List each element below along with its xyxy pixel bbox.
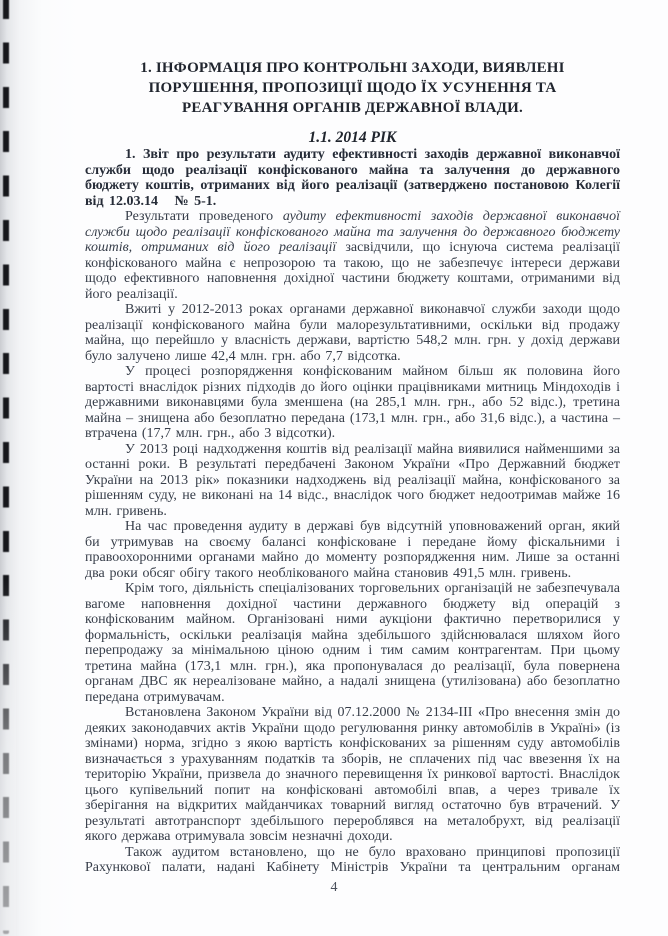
document-title: 1. ІНФОРМАЦІЯ ПРО КОНТРОЛЬНІ ЗАХОДИ, ВИЯВЛЕНІ ПОРУШЕННЯ, ПРОПОЗИЦІЇ ЩОДО ЇХ УСУНЕННЯ ТА РЕАГУВАННЯ ОРГАНІВ ДЕРЖАВНОЇ ВЛАДИ. [140,60,565,116]
paragraph-property-disposal: У процесі розпорядження конфіскованим майном більш як половина його вартості внаслідок різних підходів до його оцінки працівниками митниць Міндоходів і державними виконавцями була зменшена (на 285,1 млн. грн., або 52 відс.), третина майна – знищена або безоплатно передана (173,1 млн. грн., або 31,6 відс.), а частина – втрачена (17,7 млн. грн., або 3 відсотки). [85,364,620,441]
paragraph-accounting-chamber-proposals: Також аудитом встановлено, що не було враховано принципові пропозиції Рахункової палати, надані Кабінету Міністрів України та центральним органам [85,844,620,875]
paragraph-report-approval: 1. Звіт про результати аудиту ефективності заходів державної виконавчої служби щодо реалізації конфіскованого майна та залучення до державного бюджету коштів, отриманих від його реалізації (затверджено постановою Колегії від 12.03.14 № 5-1. [85,147,620,209]
paragraph-2012-2013-measures: Вжиті у 2012-2013 роках органами державної виконавчої служби заходи щодо реалізації конфіскованого майна були малорезультативними, оскільки від продажу майна, що перейшло у власність держави, вартістю 548,2 млн. грн. у дохід держави було залучено лише 42,4 млн. грн. або 7,7 відсотка. [85,302,620,364]
paragraph-audit-results-subject: аудиту ефективності заходів державної виконавчої служби щодо реалізації конфіскованого майна та залучення до державного бюджету коштів, отриманих від його реалізації [85,209,620,255]
page-number: 4 [330,880,338,895]
binding-fade-overlay [0,0,16,936]
document-content [85,0,620,876]
paragraph-car-market-law: Встановлена Законом України від 07.12.2000 № 2134-III «Про внесення змін до деяких законодавчих актів України щодо регулювання ринку автомобілів в Україні» (із змінами) норма, згідно з якою вартість конфіскованих за рішенням суду автомобілів визначається з урахуванням податків та зборів, не сплачених під час ввезення їх на територію України, призвела до значного перевищення їх ринкової вартості. Внаслідок цього купівельний попит на конфісковані автомобілі впав, а через тривале їх зберігання на відкритих майданчиках товарний вигляд остаточно був втрачений. У результаті автотранспорт здебільшого перероблявся на металобрухт, від реалізації якого держава отримувала зовсім незначні доходи. [85,705,620,844]
paragraph-audit-results-lead: Результати проведеного [125,209,283,224]
section-heading: 1.1. 2014 РІК [308,129,397,146]
paragraph-trade-organizations: Крім того, діяльність спеціалізованих торговельних організацій не забезпечувала вагоме наповнення дохідної частини державного бюджету від операцій з конфіскованим майном. Організовані ними аукціони фактично перетворилися у формальність, оскільки реалізація майна здебільшого здійснювалася шляхом його перепродажу за мінімальною ціною одним і тим самим контрагентам. При цьому третина майна (173,1 млн. грн.), яка пропонувалася до реалізації, була повернена органам ДВС як нереалізоване майно, а надалі знищена (утилізована) або безоплатно передана отримувачам. [85,581,620,705]
paragraph-no-authorized-body: На час проведення аудиту в державі був відсутній уповноважений орган, який би утримував на своєму балансі конфісковане і передане йому фіскальними і правоохоронними органами майно до моменту розпорядження ним. Лише за останні два роки обсяг обігу такого необлікованого майна становив 491,5 млн. гривень. [85,519,620,581]
paragraph-2013-revenues: У 2013 році надходження коштів від реалізації майна виявилися найменшими за останні роки. В результаті передбачені Законом України «Про Державний бюджет України на 2013 рік» показники надходжень від реалізації майна, конфіскованого за рішенням суду, не виконані на 14 відс., внаслідок чого бюджет недоотримав майже 16 млн. гривень. [85,441,620,519]
paragraph-audit-results-conclusion: засвідчили, що існуюча система реалізації конфіскованого майна є непрозорою та такою, що не забезпечує інтереси держави щодо ефективного наповнення дохідної частини бюджету коштами, отриманими від його реалізації. [85,240,620,302]
body-text [85,147,620,876]
paragraph-audit-results [85,209,620,302]
